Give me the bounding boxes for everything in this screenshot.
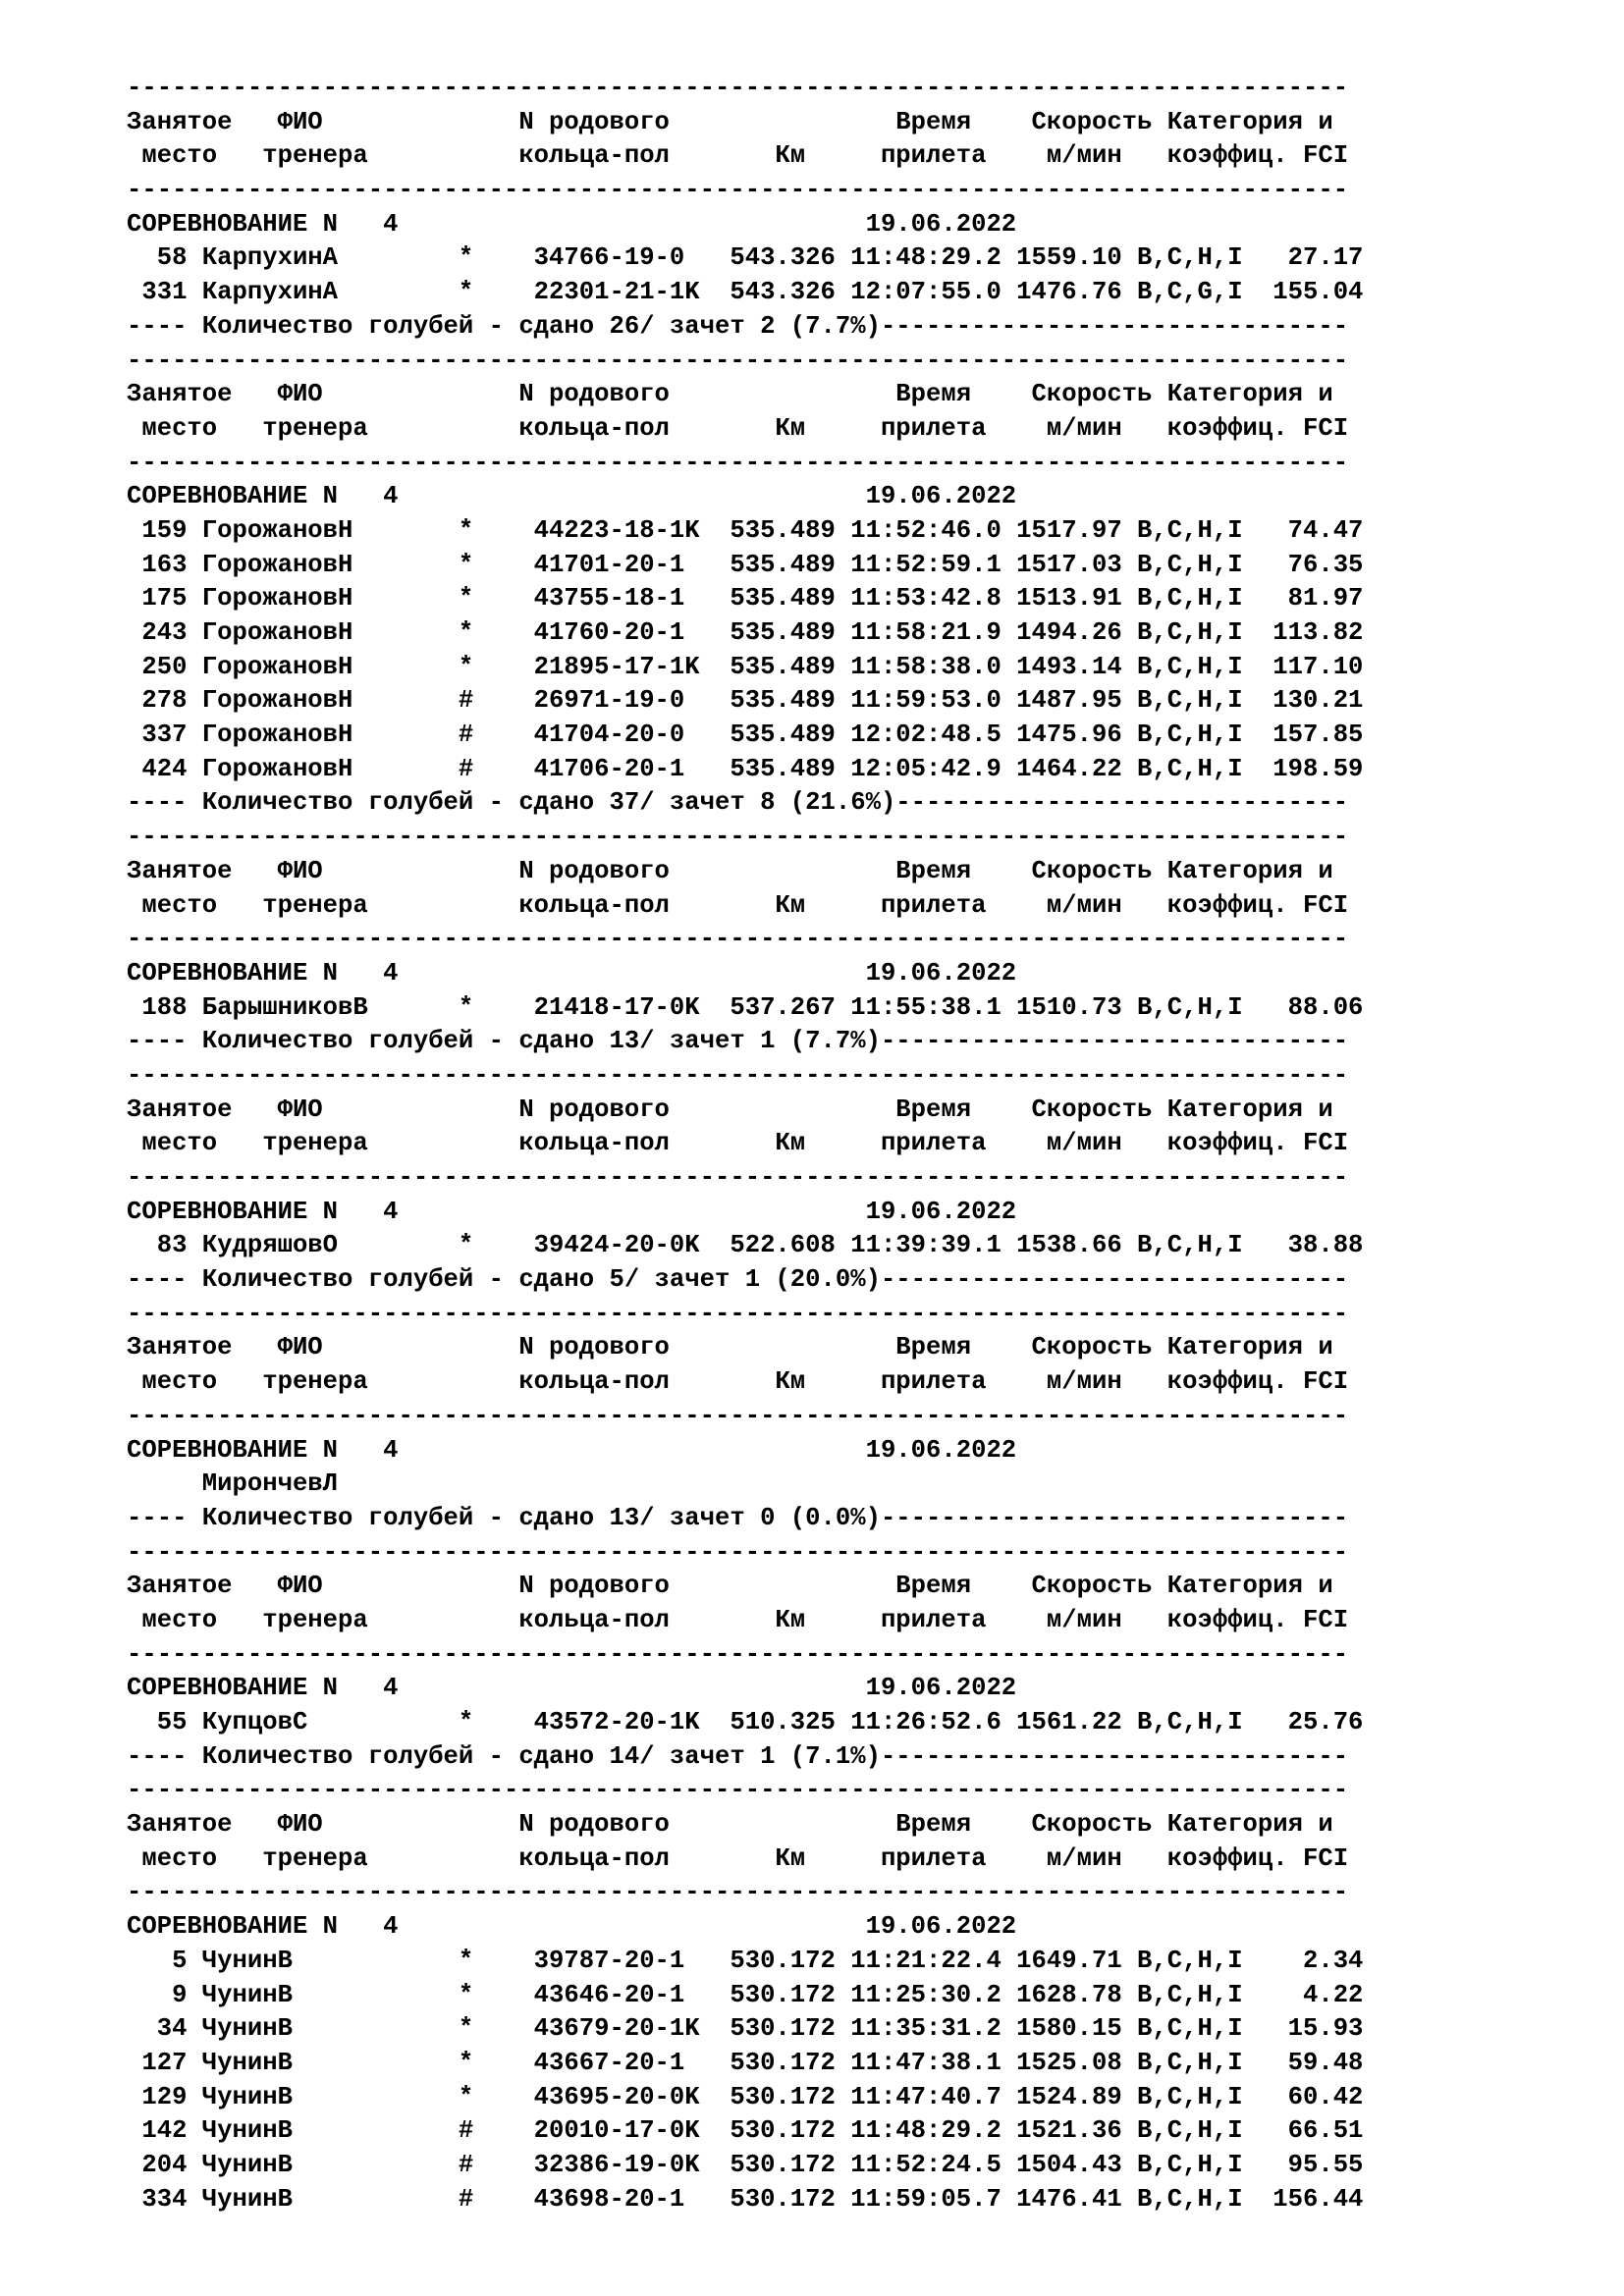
- separator-line: ---------------------------------------------------------------------------------: [127, 346, 1349, 375]
- competition-line: СОРЕВНОВАНИЕ N 4 19.06.2022: [127, 482, 1017, 511]
- result-row: 159 ГорожановН * 44223-18-1K 535.489 11:52:46.0 1517.97 B,C,H,I 74.47: [127, 515, 1364, 545]
- separator-line: ---------------------------------------------------------------------------------: [127, 1537, 1349, 1567]
- summary-line: ---- Количество голубей - сдано 5/ зачет 1 (20.0%)-------------------------------: [127, 1265, 1349, 1295]
- result-row: 337 ГорожановН # 41704-20-0 535.489 12:02:48.5 1475.96 B,C,H,I 157.85: [127, 721, 1364, 750]
- result-row: 129 ЧунинВ * 43695-20-0K 530.172 11:47:40.7 1524.89 B,C,H,I 60.42: [127, 2082, 1364, 2111]
- summary-line: ---- Количество голубей - сдано 14/ зачет 1 (7.1%)-------------------------------: [127, 1741, 1349, 1771]
- result-row: 334 ЧунинВ # 43698-20-1 530.172 11:59:05.7 1476.41 B,C,H,I 156.44: [127, 2184, 1364, 2214]
- column-header-line: место тренера кольца-пол Км прилета м/мин коэффиц. FCI: [127, 1605, 1349, 1634]
- competition-line: СОРЕВНОВАНИЕ N 4 19.06.2022: [127, 1912, 1017, 1942]
- column-header-line: место тренера кольца-пол Км прилета м/мин коэффиц. FCI: [127, 141, 1349, 171]
- competition-line: СОРЕВНОВАНИЕ N 4 19.06.2022: [127, 1674, 1017, 1703]
- result-row: 142 ЧунинВ # 20010-17-0K 530.172 11:48:29.2 1521.36 B,C,H,I 66.51: [127, 2116, 1364, 2146]
- result-row: 58 КарпухинА * 34766-19-0 543.326 11:48:29.2 1559.10 B,C,H,I 27.17: [127, 243, 1364, 273]
- column-header-line: Занятое ФИО N родового Время Скорость Категория и: [127, 1333, 1333, 1362]
- result-row: 175 ГорожановН * 43755-18-1 535.489 11:53:42.8 1513.91 B,C,H,I 81.97: [127, 584, 1364, 614]
- column-header-line: место тренера кольца-пол Км прилета м/мин коэффиц. FCI: [127, 1367, 1349, 1397]
- separator-line: ---------------------------------------------------------------------------------: [127, 1776, 1349, 1805]
- column-header-line: Занятое ФИО N родового Время Скорость Категория и: [127, 1572, 1333, 1601]
- separator-line: ---------------------------------------------------------------------------------: [127, 823, 1349, 852]
- column-header-line: место тренера кольца-пол Км прилета м/мин коэффиц. FCI: [127, 413, 1349, 443]
- separator-line: ---------------------------------------------------------------------------------: [127, 925, 1349, 954]
- competition-line: СОРЕВНОВАНИЕ N 4 19.06.2022: [127, 1435, 1017, 1465]
- result-row: 204 ЧунинВ # 32386-19-0K 530.172 11:52:24.5 1504.43 B,C,H,I 95.55: [127, 2150, 1364, 2179]
- result-row: 188 БарышниковВ * 21418-17-0K 537.267 11:55:38.1 1510.73 B,C,H,I 88.06: [127, 992, 1364, 1022]
- separator-line: ---------------------------------------------------------------------------------: [127, 448, 1349, 477]
- column-header-line: Занятое ФИО N родового Время Скорость Категория и: [127, 856, 1333, 885]
- column-header-line: Занятое ФИО N родового Время Скорость Категория и: [127, 107, 1333, 136]
- separator-line: ---------------------------------------------------------------------------------: [127, 176, 1349, 205]
- result-row: 5 ЧунинВ * 39787-20-1 530.172 11:21:22.4 1649.71 B,C,H,I 2.34: [127, 1946, 1364, 1975]
- result-row: 127 ЧунинВ * 43667-20-1 530.172 11:47:38.1 1525.08 B,C,H,I 59.48: [127, 2048, 1364, 2077]
- result-row: 55 КупцовС * 43572-20-1K 510.325 11:26:52.6 1561.22 B,C,H,I 25.76: [127, 1708, 1364, 1736]
- summary-line: ---- Количество голубей - сдано 37/ зачет 8 (21.6%)------------------------------: [127, 788, 1349, 818]
- competition-line: СОРЕВНОВАНИЕ N 4 19.06.2022: [127, 958, 1017, 988]
- document-page: [127, 72, 1363, 2216]
- result-row: 83 КудряшовО * 39424-20-0K 522.608 11:39:39.1 1538.66 B,C,H,I 38.88: [127, 1231, 1364, 1260]
- result-row: 9 ЧунинВ * 43646-20-1 530.172 11:25:30.2 1628.78 B,C,H,I 4.22: [127, 1980, 1364, 2009]
- result-row: 250 ГорожановН * 21895-17-1K 535.489 11:58:38.0 1493.14 B,C,H,I 117.10: [127, 652, 1364, 681]
- separator-line: ---------------------------------------------------------------------------------: [127, 1639, 1349, 1669]
- separator-line: ---------------------------------------------------------------------------------: [127, 1163, 1349, 1192]
- result-row: МирончевЛ: [127, 1469, 339, 1499]
- result-row: 243 ГорожановН * 41760-20-1 535.489 11:58:21.9 1494.26 B,C,H,I 113.82: [127, 618, 1364, 647]
- column-header-line: Занятое ФИО N родового Время Скорость Категория и: [127, 380, 1333, 409]
- summary-line: ---- Количество голубей - сдано 13/ зачет 1 (7.7%)-------------------------------: [127, 1027, 1349, 1056]
- result-row: 278 ГорожановН # 26971-19-0 535.489 11:59:53.0 1487.95 B,C,H,I 130.21: [127, 686, 1364, 716]
- summary-line: ---- Количество голубей - сдано 13/ зачет 0 (0.0%)-------------------------------: [127, 1503, 1349, 1532]
- result-row: 331 КарпухинА * 22301-21-1K 543.326 12:07:55.0 1476.76 B,C,G,I 155.04: [127, 278, 1364, 307]
- competition-line: СОРЕВНОВАНИЕ N 4 19.06.2022: [127, 209, 1017, 239]
- result-row: 34 ЧунинВ * 43679-20-1K 530.172 11:35:31.2 1580.15 B,C,H,I 15.93: [127, 2014, 1364, 2044]
- column-header-line: место тренера кольца-пол Км прилета м/мин коэффиц. FCI: [127, 890, 1349, 920]
- competition-line: СОРЕВНОВАНИЕ N 4 19.06.2022: [127, 1197, 1017, 1226]
- column-header-line: Занятое ФИО N родового Время Скорость Категория и: [127, 1810, 1333, 1840]
- summary-line: ---- Количество голубей - сдано 26/ зачет 2 (7.7%)-------------------------------: [127, 311, 1349, 341]
- separator-line: ---------------------------------------------------------------------------------: [127, 1878, 1349, 1907]
- result-row: 163 ГорожановН * 41701-20-1 535.489 11:52:59.1 1517.03 B,C,H,I 76.35: [127, 550, 1364, 579]
- column-header-line: место тренера кольца-пол Км прилета м/мин коэффиц. FCI: [127, 1843, 1349, 1873]
- separator-line: ---------------------------------------------------------------------------------: [127, 74, 1349, 102]
- column-header-line: Занятое ФИО N родового Время Скорость Категория и: [127, 1095, 1333, 1124]
- separator-line: ---------------------------------------------------------------------------------: [127, 1299, 1349, 1328]
- result-row: 424 ГорожановН # 41706-20-1 535.489 12:05:42.9 1464.22 B,C,H,I 198.59: [127, 754, 1364, 783]
- separator-line: ---------------------------------------------------------------------------------: [127, 1060, 1349, 1090]
- column-header-line: место тренера кольца-пол Км прилета м/мин коэффиц. FCI: [127, 1129, 1349, 1158]
- separator-line: ---------------------------------------------------------------------------------: [127, 1401, 1349, 1430]
